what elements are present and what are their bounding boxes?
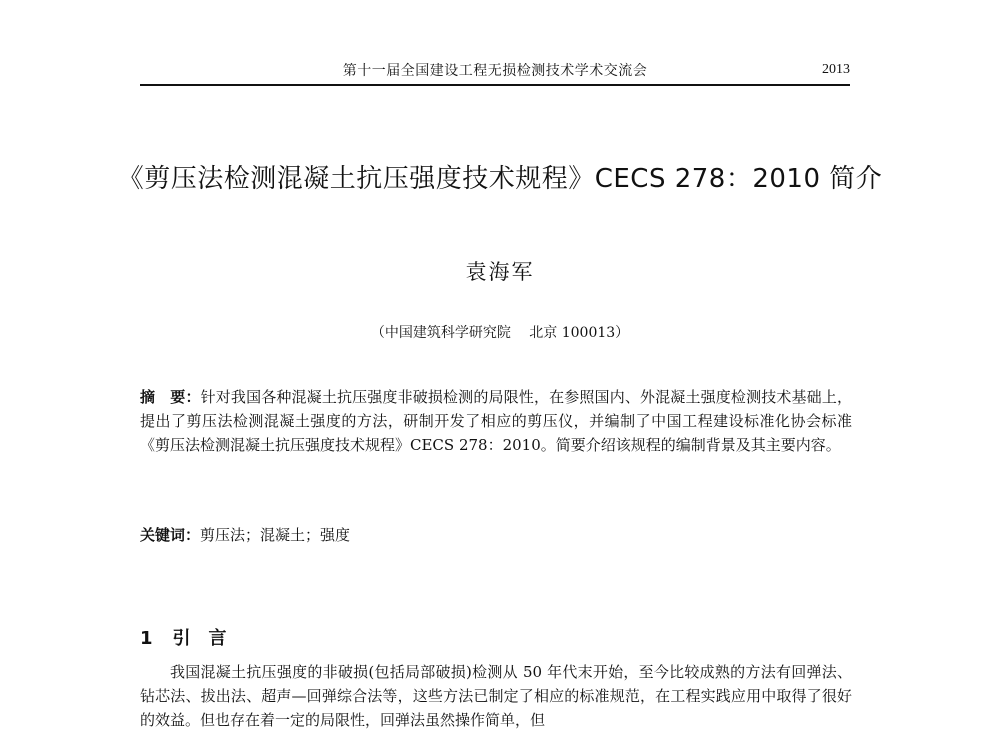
paper-title: 《剪压法检测混凝土抗压强度技术规程》CECS 278：2010 简介 (117, 164, 883, 194)
keywords-label: 关键词： (140, 526, 201, 544)
section-number: 1 (140, 628, 153, 649)
keywords (140, 523, 852, 547)
section-paragraph: 我国混凝土抗压强度的非破损(包括局部破损)检测从 50 年代末开始，至今比较成熟的方法有回弹法、钻芯法、拔出法、超声—回弹综合法等，这些方法已制定了相应的标准规范，在工程实践应用中取得了很好的效益。但也存在着一定的局限性，回弹法虽然操作简单，但 (140, 663, 852, 729)
author-affiliation: （中国建筑科学研究院 北京 100013） (370, 325, 630, 341)
running-header (140, 58, 850, 86)
conference-name: 第十一届全国建设工程无损检测技术学术交流会 (342, 63, 648, 79)
section-heading (140, 624, 227, 650)
keywords-text: 剪压法；混凝土；强度 (200, 526, 351, 544)
abstract-text: 针对我国各种混凝土抗压强度非破损检测的局限性，在参照国内、外混凝土强度检测技术基础上，提出了剪压法检测混凝土强度的方法，研制开发了相应的剪压仪，并编制了中国工程建设标准化协会标准《剪压法检测混凝土抗压强度技术规程》CECS 278：2010。简要介绍该规程的编制背景及其主要内容。 (140, 388, 852, 454)
section-title-char-1: 引 (172, 628, 191, 649)
section-title-char-2: 言 (208, 628, 227, 649)
author-name: 袁海军 (465, 260, 535, 284)
abstract (140, 385, 852, 457)
abstract-label: 摘 要： (140, 388, 201, 406)
header-year: 2013 (822, 62, 850, 77)
